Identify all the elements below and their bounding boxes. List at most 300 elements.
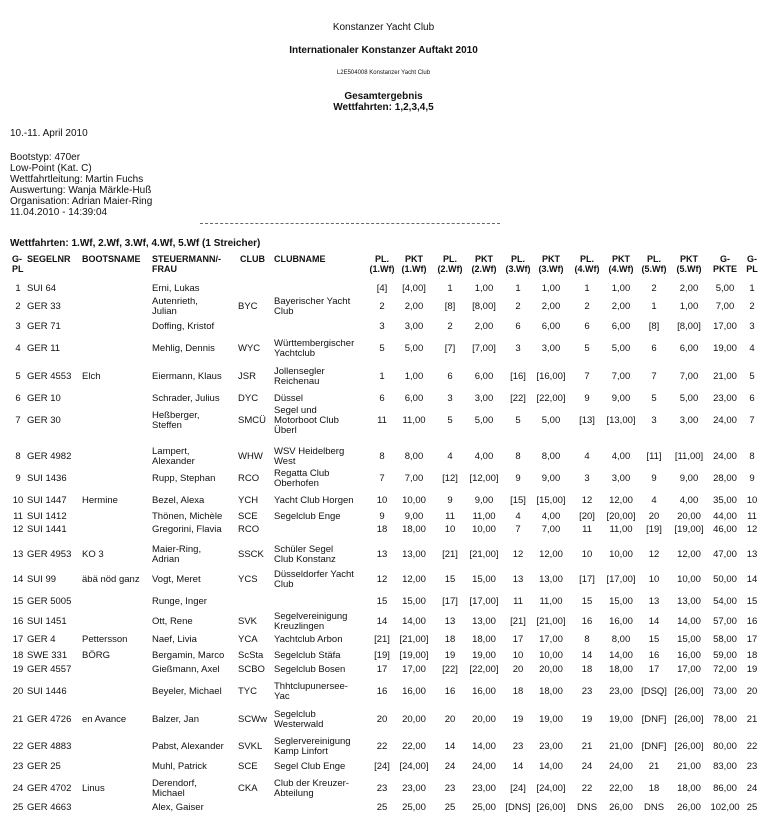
cell-club: SMCÜ bbox=[238, 415, 266, 426]
cell-pkt5: 4,00 bbox=[679, 495, 699, 506]
date-range: 10.-11. April 2010 bbox=[10, 128, 88, 139]
cell-pl4: 12 bbox=[581, 495, 593, 506]
cell-pl3: 14 bbox=[512, 761, 524, 772]
cell-gpl2: 3 bbox=[749, 321, 755, 332]
cell-pkt2: 13,00 bbox=[472, 616, 496, 627]
result-title: Gesamtergebnis bbox=[344, 91, 423, 102]
cell-gpl2: 2 bbox=[749, 301, 755, 312]
cell-pl2: 24 bbox=[444, 761, 456, 772]
cell-gpkte: 21,00 bbox=[713, 371, 737, 382]
cell-pl5: 16 bbox=[648, 650, 660, 661]
cell-boot: Linus bbox=[82, 783, 105, 794]
cell-club: WHW bbox=[238, 451, 263, 462]
cell-pl4: 18 bbox=[581, 664, 593, 675]
cell-pkt1: 12,00 bbox=[402, 574, 426, 585]
cell-pl3: 4 bbox=[515, 511, 521, 522]
cell-clubname: Seglervereinigung Kamp Linfort bbox=[274, 736, 351, 757]
cell-pl5: 18 bbox=[648, 783, 660, 794]
cell-gpl: 8 bbox=[15, 451, 21, 462]
cell-pkt5: [26,00] bbox=[674, 686, 704, 697]
cell-pl2: 19 bbox=[444, 650, 456, 661]
wettfahrten-line: Wettfahrten: 1.Wf, 2.Wf, 3.Wf, 4.Wf, 5.Wf (1 Streicher) bbox=[10, 238, 261, 249]
cell-gpl2: 21 bbox=[746, 714, 758, 725]
cell-pl4: 9 bbox=[584, 393, 590, 404]
cell-pl2: 18 bbox=[444, 634, 456, 645]
cell-segelnr: GER 4553 bbox=[27, 371, 72, 382]
cell-pl3: 23 bbox=[512, 741, 524, 752]
cell-segelnr: SUI 1412 bbox=[27, 511, 67, 522]
cell-pkt5: [26,00] bbox=[674, 714, 704, 725]
cell-boot: BÖRG bbox=[82, 650, 110, 661]
info-line: Organisation: Adrian Maier-Ring bbox=[10, 196, 153, 207]
cell-pkt2: [12,00] bbox=[469, 473, 499, 484]
cell-gpkte: 86,00 bbox=[713, 783, 737, 794]
cell-segelnr: GER 10 bbox=[27, 393, 61, 404]
cell-gpl: 23 bbox=[12, 761, 24, 772]
cell-pkt1: 20,00 bbox=[402, 714, 426, 725]
cell-pl2: 16 bbox=[444, 686, 456, 697]
cell-pkt5: 10,00 bbox=[677, 574, 701, 585]
cell-pl5: [DSQ] bbox=[641, 686, 667, 697]
cell-segelnr: GER 71 bbox=[27, 321, 61, 332]
cell-pkt3: 8,00 bbox=[541, 451, 561, 462]
cell-pkt2: 5,00 bbox=[474, 415, 494, 426]
cell-pkt2: [17,00] bbox=[469, 596, 499, 607]
event-info bbox=[10, 152, 152, 218]
cell-segelnr: GER 4663 bbox=[27, 802, 72, 813]
cell-pkt4: [17,00] bbox=[606, 574, 636, 585]
cell-club: SCE bbox=[238, 761, 258, 772]
cell-pl3: 3 bbox=[515, 343, 521, 354]
cell-pkt5: 16,00 bbox=[677, 650, 701, 661]
cell-name: Ott, Rene bbox=[152, 616, 193, 627]
cell-club: SCBO bbox=[238, 664, 265, 675]
cell-pkt1: [19,00] bbox=[399, 650, 429, 661]
cell-pl5: 1 bbox=[651, 301, 657, 312]
cell-gpkte: 35,00 bbox=[713, 495, 737, 506]
column-header-pl4: PL. (4.Wf) bbox=[574, 254, 600, 274]
column-header-club: CLUB bbox=[240, 254, 265, 264]
cell-pl2: [8] bbox=[444, 301, 456, 312]
cell-gpl2: 5 bbox=[749, 371, 755, 382]
cell-pl3: 11 bbox=[513, 596, 523, 607]
cell-segelnr: GER 4982 bbox=[27, 451, 72, 462]
cell-club: CKA bbox=[238, 783, 258, 794]
cell-gpl: 22 bbox=[12, 741, 24, 752]
cell-pkt5: [19,00] bbox=[674, 524, 704, 535]
cell-pkt4: 21,00 bbox=[609, 741, 633, 752]
cell-club: BYC bbox=[238, 301, 258, 312]
cell-gpl: 3 bbox=[15, 321, 21, 332]
cell-name: Lampert, Alexander bbox=[152, 446, 195, 467]
cell-gpl: 20 bbox=[12, 686, 24, 697]
cell-pkt2: 4,00 bbox=[474, 451, 494, 462]
cell-pkt2: 23,00 bbox=[472, 783, 496, 794]
cell-pl1: 15 bbox=[376, 596, 388, 607]
column-header-bootsname: BOOTSNAME bbox=[82, 254, 141, 264]
cell-pl5: 14 bbox=[648, 616, 660, 627]
cell-pl4: [20] bbox=[579, 511, 595, 522]
cell-pl2: 6 bbox=[447, 371, 453, 382]
cell-clubname: Thhtclupunersee- Yac bbox=[274, 681, 348, 702]
cell-pl5: 5 bbox=[651, 393, 657, 404]
cell-pl4: [17] bbox=[579, 574, 595, 585]
cell-clubname: Yacht Club Horgen bbox=[274, 495, 354, 506]
cell-pkt1: 5,00 bbox=[404, 343, 424, 354]
cell-pl2: [17] bbox=[442, 596, 458, 607]
cell-name: Bergamin, Marco bbox=[152, 650, 225, 661]
cell-name: Muhl, Patrick bbox=[152, 761, 207, 772]
cell-pkt4: 5,00 bbox=[611, 343, 631, 354]
cell-boot: Elch bbox=[82, 371, 101, 382]
cell-pkt3: 20,00 bbox=[539, 664, 563, 675]
cell-name: Eiermann, Klaus bbox=[152, 371, 222, 382]
cell-gpl: 19 bbox=[12, 664, 24, 675]
cell-pkt1: 9,00 bbox=[404, 511, 424, 522]
cell-gpl2: 24 bbox=[746, 783, 758, 794]
cell-pl1: [19] bbox=[374, 650, 390, 661]
cell-pkt5: 7,00 bbox=[679, 371, 699, 382]
cell-pl3: 13 bbox=[512, 574, 524, 585]
cell-gpkte: 17,00 bbox=[713, 321, 737, 332]
cell-gpl2: 22 bbox=[746, 741, 758, 752]
cell-gpl2: 4 bbox=[749, 343, 755, 354]
cell-pl5: 13 bbox=[648, 596, 660, 607]
cell-name: Maier-Ring, Adrian bbox=[152, 544, 202, 565]
column-header-pkt4: PKT (4.Wf) bbox=[608, 254, 634, 274]
cell-pl2: 25 bbox=[444, 802, 456, 813]
cell-pl1: [24] bbox=[374, 761, 390, 772]
cell-segelnr: SUI 1447 bbox=[27, 495, 67, 506]
cell-segelnr: GER 4557 bbox=[27, 664, 72, 675]
cell-pl3: 6 bbox=[515, 321, 521, 332]
cell-gpl2: 11 bbox=[747, 511, 757, 522]
cell-pl2: 4 bbox=[447, 451, 453, 462]
club-title: Konstanzer Yacht Club bbox=[332, 22, 435, 33]
cell-gpl2: 17 bbox=[746, 634, 758, 645]
cell-pl3: [21] bbox=[510, 616, 526, 627]
cell-pkt1: [21,00] bbox=[399, 634, 429, 645]
cell-pl5: 17 bbox=[648, 664, 660, 675]
cell-gpl: 11 bbox=[13, 511, 23, 522]
cell-gpl: 6 bbox=[15, 393, 21, 404]
cell-boot: Pettersson bbox=[82, 634, 128, 645]
cell-pkt1: 2,00 bbox=[404, 301, 424, 312]
races-line: Wettfahrten: 1,2,3,4,5 bbox=[333, 102, 434, 113]
cell-pkt1: 11,00 bbox=[402, 415, 426, 426]
cell-pkt4: 7,00 bbox=[611, 371, 631, 382]
cell-pkt3: 12,00 bbox=[539, 549, 563, 560]
cell-gpl: 2 bbox=[15, 301, 21, 312]
cell-pkt4: 15,00 bbox=[609, 596, 633, 607]
cell-name: Thönen, Michèle bbox=[152, 511, 223, 522]
cell-pl4: 2 bbox=[584, 301, 590, 312]
cell-pkt1: 23,00 bbox=[402, 783, 426, 794]
cell-pl2: 15 bbox=[444, 574, 456, 585]
cell-pl5: [DNF] bbox=[641, 714, 667, 725]
cell-gpl2: 7 bbox=[749, 415, 755, 426]
cell-pl1: 14 bbox=[376, 616, 388, 627]
cell-pl2: 14 bbox=[444, 741, 456, 752]
cell-gpkte: 50,00 bbox=[713, 574, 737, 585]
cell-pkt3: 19,00 bbox=[539, 714, 563, 725]
cell-pkt3: 2,00 bbox=[541, 301, 561, 312]
cell-segelnr: SUI 1446 bbox=[27, 686, 67, 697]
cell-pl2: 11 bbox=[445, 511, 455, 522]
cell-pl2: 3 bbox=[447, 393, 453, 404]
cell-segelnr: GER 4702 bbox=[27, 783, 72, 794]
cell-gpl: 10 bbox=[12, 495, 24, 506]
cell-pkt4: 4,00 bbox=[611, 451, 631, 462]
cell-name: Vogt, Meret bbox=[152, 574, 201, 585]
cell-pkt1: 1,00 bbox=[404, 371, 424, 382]
cell-pkt2: 16,00 bbox=[472, 686, 496, 697]
cell-pl4: 16 bbox=[581, 616, 593, 627]
cell-pl1: 23 bbox=[376, 783, 388, 794]
cell-pkt3: [21,00] bbox=[536, 616, 566, 627]
cell-pl1: 9 bbox=[379, 511, 385, 522]
cell-clubname: Segelclub Stäfa bbox=[274, 650, 341, 661]
cell-name: Schrader, Julius bbox=[152, 393, 220, 404]
cell-pl1: 12 bbox=[376, 574, 388, 585]
cell-pl1: 6 bbox=[379, 393, 385, 404]
column-header-pkt2: PKT (2.Wf) bbox=[471, 254, 497, 274]
cell-gpkte: 24,00 bbox=[713, 415, 737, 426]
cell-pl1: 25 bbox=[376, 802, 388, 813]
cell-club: JSR bbox=[238, 371, 256, 382]
cell-pkt5: 14,00 bbox=[677, 616, 701, 627]
cell-gpl: 9 bbox=[15, 473, 21, 484]
column-header-pl5: PL. (5.Wf) bbox=[641, 254, 667, 274]
cell-pkt2: 1,00 bbox=[474, 283, 494, 294]
cell-pkt1: 25,00 bbox=[402, 802, 426, 813]
cell-pkt1: 14,00 bbox=[402, 616, 426, 627]
cell-pkt1: 16,00 bbox=[402, 686, 426, 697]
cell-segelnr: GER 4883 bbox=[27, 741, 72, 752]
cell-pl1: 20 bbox=[376, 714, 388, 725]
cell-pkt4: 26,00 bbox=[609, 802, 633, 813]
cell-gpl2: 16 bbox=[746, 616, 758, 627]
cell-pkt5: [26,00] bbox=[674, 741, 704, 752]
cell-pkt2: 20,00 bbox=[472, 714, 496, 725]
cell-pl1: 10 bbox=[376, 495, 388, 506]
cell-boot: Hermine bbox=[82, 495, 118, 506]
cell-pkt4: 23,00 bbox=[609, 686, 633, 697]
cell-pkt1: 18,00 bbox=[402, 524, 426, 535]
column-header-pkt1: PKT (1.Wf) bbox=[401, 254, 427, 274]
cell-pl3: 7 bbox=[515, 524, 521, 535]
cell-pl2: 9 bbox=[447, 495, 453, 506]
cell-pl5: 20 bbox=[648, 511, 660, 522]
cell-pkt4: 14,00 bbox=[609, 650, 633, 661]
cell-pl5: 7 bbox=[651, 371, 657, 382]
column-header-pkt5: PKT (5.Wf) bbox=[676, 254, 702, 274]
cell-gpl: 12 bbox=[12, 524, 24, 535]
cell-pl5: [8] bbox=[648, 321, 660, 332]
cell-pl4: 22 bbox=[581, 783, 593, 794]
cell-gpkte: 28,00 bbox=[713, 473, 737, 484]
cell-boot: KO 3 bbox=[82, 549, 104, 560]
cell-pkt5: 21,00 bbox=[677, 761, 701, 772]
cell-gpl: 25 bbox=[12, 802, 24, 813]
column-header-gpl2: G- PL bbox=[746, 254, 758, 274]
cell-pkt5: 5,00 bbox=[679, 393, 699, 404]
cell-gpkte: 44,00 bbox=[713, 511, 737, 522]
cell-pkt5: 6,00 bbox=[679, 343, 699, 354]
cell-pl3: 19 bbox=[512, 714, 524, 725]
cell-club: ScSta bbox=[238, 650, 264, 661]
cell-gpl: 24 bbox=[12, 783, 24, 794]
cell-pl4: 6 bbox=[584, 321, 590, 332]
cell-pl3: 10 bbox=[512, 650, 524, 661]
cell-pkt3: [16,00] bbox=[536, 371, 566, 382]
cell-pl4: 15 bbox=[581, 596, 593, 607]
cell-pl1: 13 bbox=[376, 549, 388, 560]
cell-pkt3: 6,00 bbox=[541, 321, 561, 332]
cell-gpkte: 54,00 bbox=[713, 596, 737, 607]
cell-gpl: 17 bbox=[12, 634, 24, 645]
cell-clubname: Segelclub Bosen bbox=[274, 664, 346, 675]
cell-pl3: 1 bbox=[515, 283, 521, 294]
cell-pkt4: 9,00 bbox=[611, 393, 631, 404]
cell-pl5: 10 bbox=[648, 574, 660, 585]
info-line: Auswertung: Wanja Märkle-Huß bbox=[10, 185, 152, 196]
cell-club: SCWw bbox=[238, 714, 268, 725]
cell-pkt2: 2,00 bbox=[474, 321, 494, 332]
cell-gpkte: 72,00 bbox=[713, 664, 737, 675]
cell-clubname: Schüler Segel Club Konstanz bbox=[274, 544, 336, 565]
cell-pl1: 17 bbox=[376, 664, 388, 675]
cell-pl1: 3 bbox=[379, 321, 385, 332]
cell-name: Gießmann, Axel bbox=[152, 664, 220, 675]
column-header-segelnr: SEGELNR bbox=[27, 254, 71, 264]
cell-pl3: [16] bbox=[510, 371, 526, 382]
column-header-gpl: G- PL bbox=[12, 254, 24, 274]
info-line: Low-Point (Kat. C) bbox=[10, 163, 92, 174]
cell-gpkte: 19,00 bbox=[713, 343, 737, 354]
cell-pkt4: 10,00 bbox=[609, 549, 633, 560]
cell-segelnr: SWE 331 bbox=[27, 650, 68, 661]
cell-pkt3: 18,00 bbox=[539, 686, 563, 697]
cell-gpkte: 83,00 bbox=[713, 761, 737, 772]
cell-pl2: [7] bbox=[444, 343, 456, 354]
cell-pkt2: [7,00] bbox=[472, 343, 496, 354]
cell-gpl2: 9 bbox=[749, 473, 755, 484]
cell-pl1: 7 bbox=[379, 473, 385, 484]
cell-clubname: WSV Heidelberg West bbox=[274, 446, 345, 467]
cell-boot: äbä nöd ganz bbox=[82, 574, 140, 585]
cell-pl2: [12] bbox=[442, 473, 458, 484]
cell-pl3: 20 bbox=[512, 664, 524, 675]
cell-name: Alex, Gaiser bbox=[152, 802, 204, 813]
cell-pkt5: 1,00 bbox=[679, 301, 699, 312]
cell-pl1: 18 bbox=[376, 524, 388, 535]
cell-club: YCA bbox=[238, 634, 258, 645]
cell-gpl: 5 bbox=[15, 371, 21, 382]
cell-name: Erni, Lukas bbox=[152, 283, 200, 294]
cell-pkt5: 20,00 bbox=[677, 511, 701, 522]
cell-name: Beyeler, Michael bbox=[152, 686, 222, 697]
cell-gpl2: 12 bbox=[746, 524, 758, 535]
cell-gpl: 21 bbox=[12, 714, 24, 725]
info-line: Wettfahrtleitung: Martin Fuchs bbox=[10, 174, 144, 185]
cell-pkt3: [26,00] bbox=[536, 802, 566, 813]
cell-gpkte: 24,00 bbox=[713, 451, 737, 462]
column-header-pkt3: PKT (3.Wf) bbox=[538, 254, 564, 274]
cell-pkt3: 11,00 bbox=[539, 596, 563, 607]
cell-name: Mehlig, Dennis bbox=[152, 343, 215, 354]
cell-gpkte: 80,00 bbox=[713, 741, 737, 752]
cell-pkt4: 2,00 bbox=[611, 301, 631, 312]
cell-pkt3: 5,00 bbox=[541, 415, 561, 426]
cell-pkt5: 9,00 bbox=[679, 473, 699, 484]
cell-gpl: 18 bbox=[12, 650, 24, 661]
cell-boot: en Avance bbox=[82, 714, 127, 725]
cell-pkt3: 13,00 bbox=[539, 574, 563, 585]
cell-pkt5: 26,00 bbox=[677, 802, 701, 813]
cell-pkt1: 17,00 bbox=[402, 664, 426, 675]
cell-pkt2: 14,00 bbox=[472, 741, 496, 752]
cell-pl5: [19] bbox=[646, 524, 662, 535]
cell-clubname: Regatta Club Oberhofen bbox=[274, 468, 330, 489]
cell-pl3: 18 bbox=[512, 686, 524, 697]
cell-pl3: 12 bbox=[512, 549, 524, 560]
cell-pkt5: 3,00 bbox=[679, 415, 699, 426]
cell-segelnr: GER 33 bbox=[27, 301, 61, 312]
column-header-pl1: PL. (1.Wf) bbox=[369, 254, 395, 274]
cell-pl1: [21] bbox=[374, 634, 390, 645]
cell-pkt2: 15,00 bbox=[472, 574, 496, 585]
cell-gpl2: 8 bbox=[749, 451, 755, 462]
cell-pkt2: 19,00 bbox=[472, 650, 496, 661]
column-header-clubname: CLUBNAME bbox=[274, 254, 326, 264]
cell-pkt3: [24,00] bbox=[536, 783, 566, 794]
cell-pl5: 4 bbox=[651, 495, 657, 506]
cell-gpkte: 59,00 bbox=[713, 650, 737, 661]
cell-pl1: 22 bbox=[376, 741, 388, 752]
cell-pl1: 5 bbox=[379, 343, 385, 354]
cell-pl5: 6 bbox=[651, 343, 657, 354]
cell-clubname: Segelvereinigung Kreuzlingen bbox=[274, 611, 348, 632]
cell-pl3: [24] bbox=[510, 783, 526, 794]
cell-name: Derendorf, Michael bbox=[152, 778, 197, 799]
cell-pl3: 9 bbox=[515, 473, 521, 484]
cell-club: YCS bbox=[238, 574, 258, 585]
cell-gpl2: 19 bbox=[746, 664, 758, 675]
cell-segelnr: GER 4 bbox=[27, 634, 56, 645]
cell-gpl: 15 bbox=[12, 596, 24, 607]
cell-pl5: 15 bbox=[648, 634, 660, 645]
cell-pkt5: 12,00 bbox=[677, 549, 701, 560]
cell-clubname: Württembergischer Yachtclub bbox=[274, 338, 355, 359]
cell-pl2: [21] bbox=[442, 549, 458, 560]
cell-gpl2: 25 bbox=[746, 802, 758, 813]
cell-name: Doffing, Kristof bbox=[152, 321, 215, 332]
event-title: Internationaler Konstanzer Auftakt 2010 bbox=[289, 45, 478, 56]
cell-club: YCH bbox=[238, 495, 259, 506]
cell-gpl: 4 bbox=[15, 343, 21, 354]
cell-pkt2: [8,00] bbox=[472, 301, 496, 312]
cell-pl3: [DNS] bbox=[505, 802, 531, 813]
license-line: L2E504008 Konstanzer Yacht Club bbox=[336, 70, 431, 76]
cell-pl2: 1 bbox=[447, 283, 453, 294]
cell-pkt4: [13,00] bbox=[606, 415, 636, 426]
cell-pl2: 10 bbox=[444, 524, 456, 535]
cell-gpl2: 13 bbox=[746, 549, 758, 560]
cell-club: SSCK bbox=[238, 549, 264, 560]
cell-clubname: Segel Club Enge bbox=[274, 761, 346, 772]
cell-pkt1: 10,00 bbox=[402, 495, 426, 506]
